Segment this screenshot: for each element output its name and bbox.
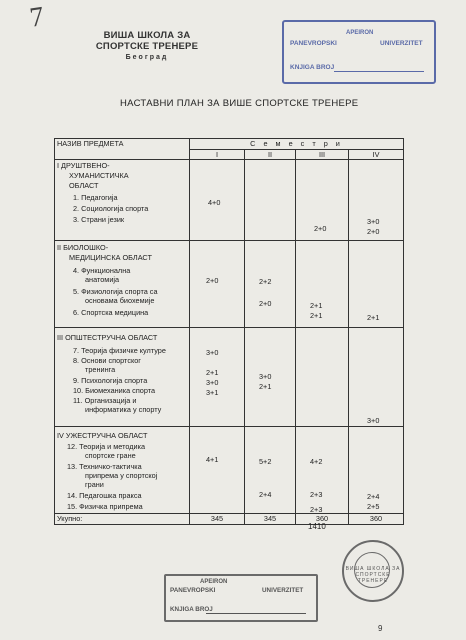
- subject-item: 3. Страни језик: [73, 215, 125, 224]
- semester-cell: [245, 160, 296, 241]
- subject-item: 5. Физиологија спорта са: [73, 287, 158, 296]
- subject-item: 2. Социологија спорта: [73, 204, 149, 213]
- hours-value: 2+3: [310, 490, 323, 499]
- hours-value: 3+1: [206, 388, 219, 397]
- hours-value: 2+3: [310, 505, 323, 514]
- stamp-book-label: KNJIGA BROJ: [170, 606, 213, 613]
- semester-cell: [245, 427, 296, 514]
- total-semester-3: 360: [296, 514, 349, 525]
- university-stamp-bottom: [164, 574, 318, 622]
- group-title: II БИОЛОШКО-: [57, 243, 109, 252]
- hours-value: 2+0: [259, 299, 272, 308]
- subject-item: 10. Биомеханика спорта: [73, 386, 156, 395]
- total-label: Укупно:: [55, 514, 190, 525]
- school-city: Београд: [125, 54, 169, 61]
- stamp-left-text: PANEVROPSKI: [170, 587, 216, 594]
- hours-value: 2+1: [206, 368, 219, 377]
- group-title: IV УЖЕСТРУЧНА ОБЛАСТ: [57, 431, 148, 440]
- school-header: [92, 30, 202, 63]
- hours-value: 2+5: [367, 502, 380, 511]
- subject-item: 15. Физичка припрема: [67, 502, 143, 511]
- school-name-line1: ВИША ШКОЛА ЗА: [103, 30, 191, 41]
- semester-cell: [296, 160, 349, 241]
- hours-value: 2+2: [259, 277, 272, 286]
- hours-value: 2+1: [367, 313, 380, 322]
- subject-item: 7. Теорија физичке културе: [73, 346, 166, 355]
- hours-value: 2+0: [206, 276, 219, 285]
- hours-value: 5+2: [259, 457, 272, 466]
- hours-value: 4+0: [208, 198, 221, 207]
- document-title: НАСТАВНИ ПЛАН ЗА ВИШЕ СПОРТСКЕ ТРЕНЕРЕ: [120, 98, 359, 109]
- semester-cell: [296, 328, 349, 427]
- total-semester-2: 345: [245, 514, 296, 525]
- stamp-right-text: UNIVERZITET: [380, 40, 423, 47]
- subject-item: 12. Теорија и методика: [67, 442, 146, 451]
- semester-cell: [349, 328, 404, 427]
- university-stamp-top: [282, 20, 436, 84]
- stamp-book-line: [206, 613, 306, 614]
- subject-item: спортске гране: [85, 451, 136, 460]
- semester-cell: [349, 427, 404, 514]
- total-semester-1: 345: [190, 514, 245, 525]
- hours-value: 2+0: [367, 227, 380, 236]
- subject-item: 8. Основи спортског: [73, 356, 141, 365]
- header-semestri: С е м е с т р и: [190, 139, 404, 150]
- subject-item: 14. Педагошка пракса: [67, 491, 142, 500]
- group-title: МЕДИЦИНСКА ОБЛАСТ: [69, 253, 152, 262]
- stamp-right-text: UNIVERZITET: [262, 587, 304, 594]
- hours-value: 4+2: [310, 457, 323, 466]
- subject-item: грани: [85, 480, 104, 489]
- subject-item: 13. Техничко-тактичка: [67, 462, 142, 471]
- semester-cell: [190, 160, 245, 241]
- semester-cell: [190, 241, 245, 328]
- total-semester-4: 360: [349, 514, 404, 525]
- semester-cell: [296, 427, 349, 514]
- subject-item: 9. Психологија спорта: [73, 376, 148, 385]
- semester-cell: [296, 241, 349, 328]
- hours-value: 3+0: [367, 217, 380, 226]
- school-round-seal: [342, 540, 404, 602]
- group-cell: [55, 328, 190, 427]
- stamp-book-label: KNJIGA BROJ: [290, 64, 335, 71]
- semester-cell: [245, 241, 296, 328]
- semester-header-3: III: [296, 150, 349, 160]
- hours-value: 3+0: [206, 378, 219, 387]
- semester-cell: [349, 241, 404, 328]
- semester-cell: [190, 328, 245, 427]
- semester-header-4: IV: [349, 150, 404, 160]
- semester-cell: [349, 160, 404, 241]
- group-title: III ОПШТЕСТРУЧНА ОБЛАСТ: [57, 333, 158, 342]
- school-name-line2: СПОРТСКЕ ТРЕНЕРЕ: [95, 41, 199, 52]
- subject-item: анатомија: [85, 275, 120, 284]
- group-title: I ДРУШТВЕНО-: [57, 161, 110, 170]
- hours-value: 3+0: [259, 372, 272, 381]
- subject-item: 1. Педагогија: [73, 193, 118, 202]
- group-cell: [55, 427, 190, 514]
- group-cell: [55, 160, 190, 241]
- stamp-logo-text: APEIRON: [200, 579, 228, 585]
- hours-value: 2+4: [259, 490, 272, 499]
- seal-text: ВИША ШКОЛА ЗА СПОРТСКЕ ТРЕНЕРЕ: [345, 566, 401, 584]
- stamp-book-line: [334, 71, 424, 72]
- hours-value: 4+1: [206, 455, 219, 464]
- semester-header-1: I: [190, 150, 245, 160]
- semester-header-2: II: [245, 150, 296, 160]
- stamp-left-text: PANEVROPSKI: [290, 40, 337, 47]
- hours-value: 2+0: [314, 224, 327, 233]
- subject-item: информатика у спорту: [85, 405, 162, 414]
- subject-item: 4. Функционална: [73, 266, 131, 275]
- subject-item: тренинга: [85, 365, 116, 374]
- header-subject: НАЗИВ ПРЕДМЕТА: [55, 139, 190, 160]
- hours-value: 2+1: [310, 311, 323, 320]
- hours-value: 2+4: [367, 492, 380, 501]
- semester-cell: [190, 427, 245, 514]
- curriculum-table: [54, 138, 404, 525]
- subject-item: 6. Спортска медицина: [73, 308, 149, 317]
- page-number: 9: [378, 624, 383, 633]
- hours-value: 3+0: [367, 416, 380, 425]
- subject-item: основама биохемије: [85, 296, 155, 305]
- hours-value: 2+1: [310, 301, 323, 310]
- hours-value: 3+0: [206, 348, 219, 357]
- corner-handwritten-mark: 7: [27, 1, 47, 34]
- subject-item: припрема у спортској: [85, 471, 158, 480]
- stamp-logo-text: APEIRON: [346, 30, 374, 36]
- group-title: ОБЛАСТ: [69, 181, 99, 190]
- hours-value: 2+1: [259, 382, 272, 391]
- subject-item: 11. Организација и: [73, 396, 137, 405]
- semester-cell: [245, 328, 296, 427]
- group-title: ХУМАНИСТИЧКА: [69, 171, 129, 180]
- group-cell: [55, 241, 190, 328]
- grand-total: 1410: [308, 522, 326, 531]
